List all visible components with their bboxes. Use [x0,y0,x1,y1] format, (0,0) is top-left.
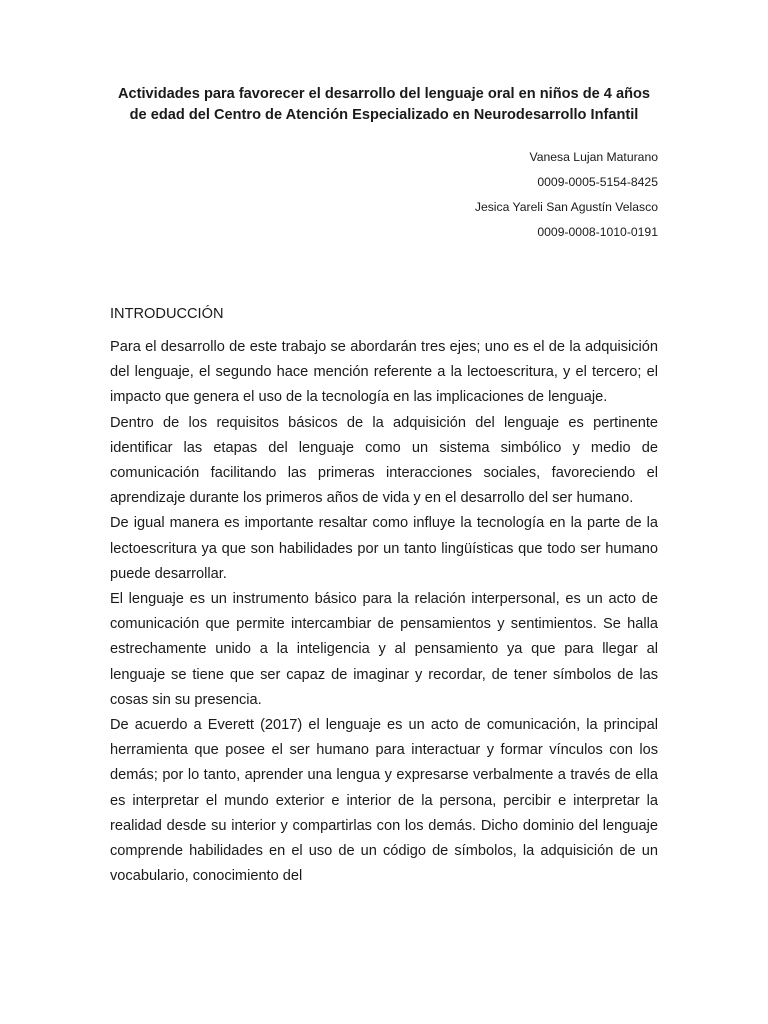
author-orcid: 0009-0008-1010-0191 [537,225,658,239]
paragraph: De igual manera es importante resaltar como influye la tecnología en la parte de la lectoescritura ya que son habilidades por un tanto lingüísticas que todo ser humano puede desarrollar. [110,515,658,582]
paragraph: Para el desarrollo de este trabajo se abordarán tres ejes; uno es el de la adquisición del lenguaje, el segundo hace mención referente a la lectoescritura, y el tercero; el impacto que genera el uso de la tecnología en las implicaciones de lenguaje. [110,339,658,406]
body-text [110,335,658,889]
author-name: Vanesa Lujan Maturano [529,150,658,164]
paragraph: El lenguaje es un instrumento básico para la relación interpersonal, es un acto de comunicación que permite intercambiar de pensamientos y sentimientos. Se halla estrechamente unido a la inteligencia y al pensamiento ya que para llegar al lenguaje se tiene que ser capaz de imaginar y recordar, de tener símbolos de las cosas sin su presencia. [110,591,658,708]
author-list [110,147,658,247]
author-name: Jesica Yareli San Agustín Velasco [474,200,658,214]
section-heading: INTRODUCCIÓN [110,306,224,322]
author-orcid: 0009-0005-5154-8425 [537,175,658,189]
document-title: Actividades para favorecer el desarrollo del lenguaje oral en niños de 4 años de edad del Centro de Atención Especializado en Neurodesarrollo Infantil [117,86,651,123]
paragraph: De acuerdo a Everett (2017) el lenguaje es un acto de comunicación, la principal herramienta que posee el ser humano para interactuar y formar vínculos con los demás; por lo tanto, aprender una lengua y expresarse verbalmente a través de ella es interpretar el mundo exterior e interior de la persona, percibir e interpretar la realidad desde su interior y compartirlas con los demás. Dicho dominio del lenguaje comprende habilidades en el uso de un código de símbolos, la adquisición de un vocabulario, conocimiento del [110,717,658,885]
paragraph: Dentro de los requisitos básicos de la adquisición del lenguaje es pertinente identificar las etapas del lenguaje como un sistema simbólico y medio de comunicación facilitando las primeras interacciones sociales, favoreciendo el aprendizaje durante los primeros años de vida y en el desarrollo del ser humano. [110,414,658,507]
